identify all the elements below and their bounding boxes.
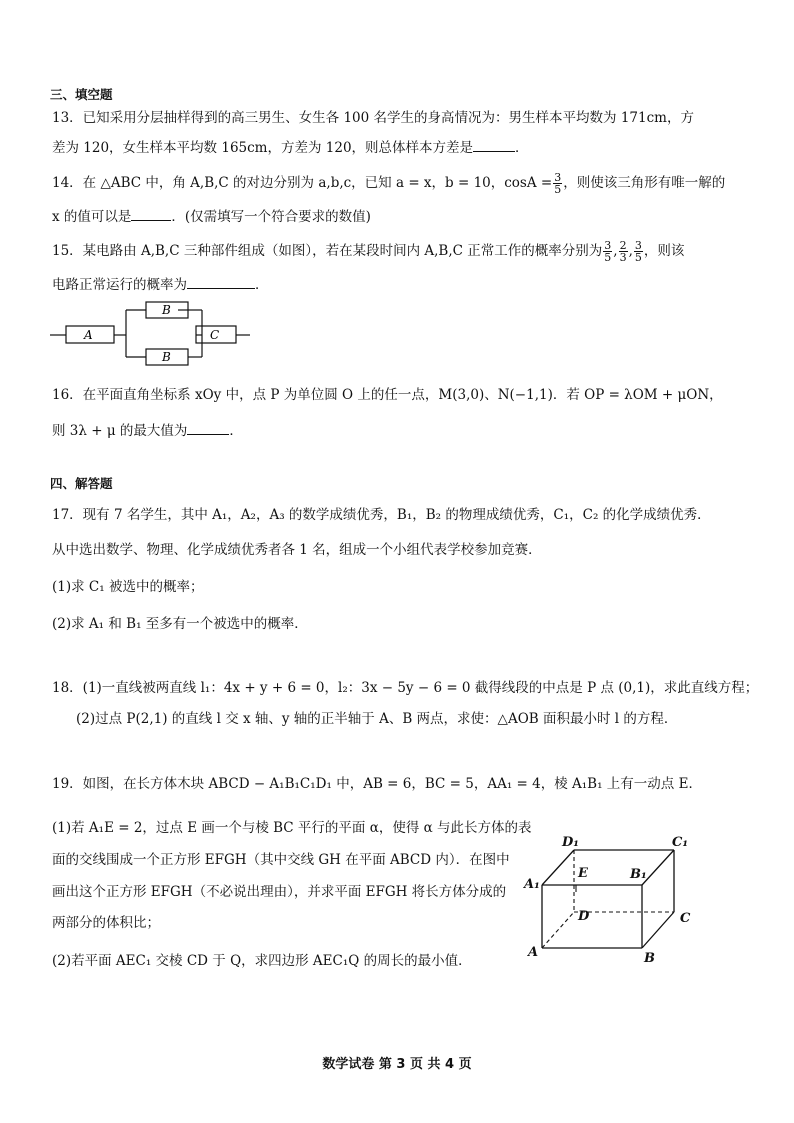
q15-frac-a xyxy=(603,240,612,263)
q14-line1 xyxy=(52,172,725,195)
label-d: D xyxy=(578,909,590,924)
page-footer: 数学试卷 第 3 页 共 4 页 xyxy=(322,1057,472,1072)
q14-cos-fraction xyxy=(553,172,562,195)
q14-line1-a: 14．在 △ABC 中，角 A,B,C 的对边分别为 a,b,c，已知 a = x，b = 10，cosA = xyxy=(52,175,553,191)
section-fill-blank-title: 三、填空题 xyxy=(50,87,113,102)
q19-line1: 19．如图，在长方体木块 ABCD − A₁B₁C₁D₁ 中，AB = 6，BC = 5，AA₁ = 4，棱 A₁B₁ 上有一动点 E． xyxy=(52,776,702,792)
q14-frac-denominator: 5 xyxy=(554,183,562,196)
q14-line1-b: ，则使该三角形有唯一解的 xyxy=(563,175,726,191)
label-a1: A₁ xyxy=(524,877,540,892)
circuit-label-c: C xyxy=(210,328,220,342)
q15-frac-b xyxy=(619,240,628,263)
q19-part1-line4: 两部分的体积比； xyxy=(52,915,160,931)
q14-line2-b: ．(仅需填写一个符合要求的数值) xyxy=(171,209,371,225)
q13-answer-blank xyxy=(473,137,515,152)
q14-answer-blank xyxy=(131,206,171,221)
label-c: C xyxy=(680,911,691,926)
q18-line2: (2)过点 P(2,1) 的直线 l 交 x 轴、y 轴的正半轴于 A、B 两点，求使：△AOB 面积最小时 l 的方程． xyxy=(76,711,678,727)
q16-line2-a: 则 3λ + μ 的最大值为 xyxy=(52,423,188,439)
q14-line2 xyxy=(52,206,371,226)
q16-line1: 16．在平面直角坐标系 xOy 中，点 P 为单位圆 O 上的任一点，M(3,0)、N(−1,1)．若 OP = λOM + μON， xyxy=(52,387,723,403)
q15-line2 xyxy=(52,274,269,294)
circuit-diagram xyxy=(50,300,250,370)
label-b1: B₁ xyxy=(630,867,647,882)
q15-line1-b: ，则该 xyxy=(643,243,685,259)
q14-frac-numerator: 3 xyxy=(554,171,562,184)
q15-frac-b-den: 3 xyxy=(619,251,627,264)
q17-line1: 17．现有 7 名学生，其中 A₁，A₂，A₃ 的数学成绩优秀，B₁，B₂ 的物理成绩优秀，C₁，C₂ 的化学成绩优秀． xyxy=(52,507,711,523)
q14-line2-a: x 的值可以是 xyxy=(52,209,132,225)
q15-frac-c-num: 3 xyxy=(634,239,642,252)
q15-line2-a: 电路正常运行的概率为 xyxy=(52,277,187,293)
q19-part1-line2: 面的交线围成一个正方形 EFGH（其中交线 GH 在平面 ABCD 内）．在图中 xyxy=(52,852,510,868)
cuboid-figure xyxy=(520,830,710,970)
q16-answer-blank xyxy=(187,420,229,435)
q13-line2 xyxy=(52,137,529,157)
circuit-label-b-bottom: B xyxy=(162,350,171,364)
q19-part2: (2)若平面 AEC₁ 交棱 CD 于 Q，求四边形 AEC₁Q 的周长的最小值． xyxy=(52,953,472,969)
q13-line2-end: ． xyxy=(515,140,529,156)
q13-line1: 13．已知采用分层抽样得到的高三男生、女生各 100 名学生的身高情况为：男生样本平均数为 171cm，方 xyxy=(52,110,694,126)
q16-line2-b: ． xyxy=(229,423,243,439)
circuit-label-a: A xyxy=(84,328,93,342)
q15-frac-b-num: 2 xyxy=(619,239,627,252)
q18-line1: 18．(1)一直线被两直线 l₁：4x + y + 6 = 0，l₂：3x − 5y − 6 = 0 截得线段的中点是 P 点 (0,1)，求此直线方程； xyxy=(52,680,759,696)
q15-frac-c xyxy=(634,240,643,263)
q17-line2: 从中选出数学、物理、化学成绩优秀者各 1 名，组成一个小组代表学校参加竞赛． xyxy=(52,542,542,558)
q13-line2-text: 差为 120，女生样本平均数 165cm，方差为 120，则总体样本方差是 xyxy=(52,140,474,156)
q19-part1-line1: (1)若 A₁E = 2，过点 E 画一个与棱 BC 平行的平面 α，使得 α 与此长方体的表 xyxy=(52,820,532,836)
q15-answer-blank xyxy=(187,274,255,289)
q15-frac-c-den: 5 xyxy=(634,251,642,264)
label-d1: D₁ xyxy=(562,835,579,850)
label-b: B xyxy=(644,951,655,966)
q17-part2: (2)求 A₁ 和 B₁ 至多有一个被选中的概率． xyxy=(52,616,308,632)
q19-part1-line3: 画出这个正方形 EFGH（不必说出理由），并求平面 EFGH 将长方体分成的 xyxy=(52,884,507,900)
q16-line2 xyxy=(52,420,243,440)
label-c1: C₁ xyxy=(672,835,689,850)
q17-part1: (1)求 C₁ 被选中的概率； xyxy=(52,579,204,595)
q15-frac-a-den: 5 xyxy=(604,251,612,264)
section-answer-title: 四、解答题 xyxy=(50,476,113,491)
q15-line1: 15．某电路由 A,B,C 三种部件组成（如图），若在某段时间内 A,B,C 正常工作的概率分别为 $\frac{3}{5}$ , $\frac{2}{3}$ , $\frac{3}{5}$ ，则该 xyxy=(52,239,685,264)
label-a: A xyxy=(528,945,539,960)
q15-line2-b: ． xyxy=(255,277,269,293)
q15-frac-a-num: 3 xyxy=(604,239,612,252)
label-e: E xyxy=(578,866,588,881)
circuit-label-b-top: B xyxy=(162,303,171,317)
q15-line1-a: 15．某电路由 A,B,C 三种部件组成（如图），若在某段时间内 A,B,C 正常工作的概率分别为 xyxy=(52,243,603,259)
